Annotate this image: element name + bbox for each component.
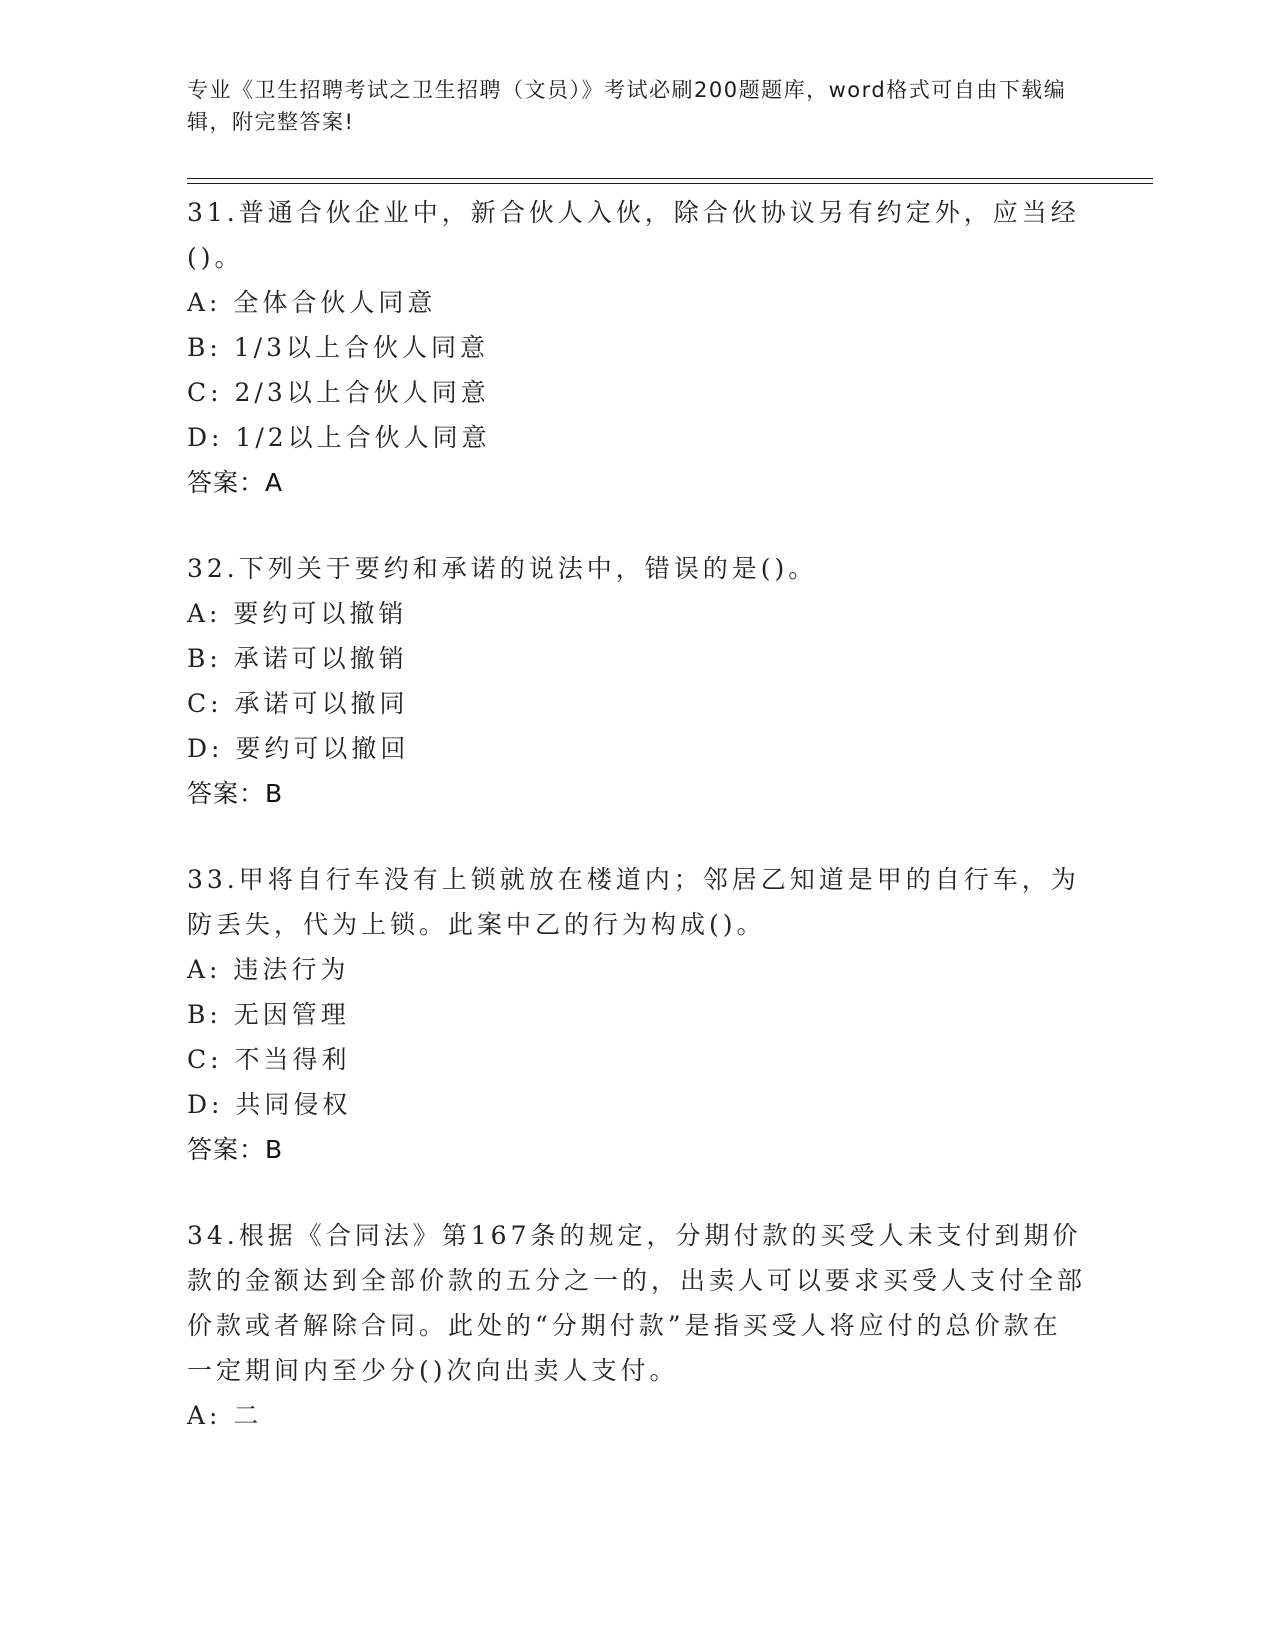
answer: 答案：A (187, 468, 284, 497)
option-a: A: 违法行为 (187, 955, 350, 984)
question-34 (187, 1213, 1087, 1438)
option-d: D: 要约可以撤回 (187, 734, 410, 763)
question-33 (187, 857, 1087, 1172)
question-stem: 34.根据《合同法》第167条的规定，分期付款的买受人未支付到期价款的金额达到全部价款的五分之一的，出卖人可以要求买受人支付全部价款或者解除合同。此处的“分期付款”是指买受人将应付的总价款在一定期间内至少分()次向出卖人支付。 (187, 1221, 1087, 1385)
answer: 答案：B (187, 1135, 284, 1164)
option-d: D: 1/2以上合伙人同意 (187, 423, 491, 452)
option-a: A: 全体合伙人同意 (187, 288, 437, 317)
option-c: C: 不当得利 (187, 1045, 351, 1074)
question-stem: 31.普通合伙企业中，新合伙人入伙，除合伙协议另有约定外，应当经()。 (187, 198, 1080, 272)
option-b: B: 1/3以上合伙人同意 (187, 333, 489, 362)
document-header: 专业《卫生招聘考试之卫生招聘（文员）》考试必刷200题题库，word格式可自由下载编辑，附完整答案! (187, 78, 1067, 134)
option-d: D: 共同侵权 (187, 1090, 352, 1119)
question-list (187, 190, 1087, 1479)
option-c: C: 承诺可以撤同 (187, 689, 409, 718)
option-b: B: 承诺可以撤销 (187, 644, 408, 673)
header-divider-bottom (187, 183, 1153, 184)
question-stem: 32.下列关于要约和承诺的说法中，错误的是()。 (187, 554, 818, 583)
option-c: C: 2/3以上合伙人同意 (187, 378, 490, 407)
question-stem: 33.甲将自行车没有上锁就放在楼道内；邻居乙知道是甲的自行车，为防丢失，代为上锁。此案中乙的行为构成()。 (187, 865, 1080, 939)
question-32 (187, 546, 1087, 816)
answer: 答案：B (187, 779, 284, 808)
option-a: A: 二 (187, 1401, 263, 1430)
question-31 (187, 190, 1087, 505)
option-b: B: 无因管理 (187, 1000, 350, 1029)
option-a: A: 要约可以撤销 (187, 599, 408, 628)
header-divider-top (187, 178, 1153, 179)
